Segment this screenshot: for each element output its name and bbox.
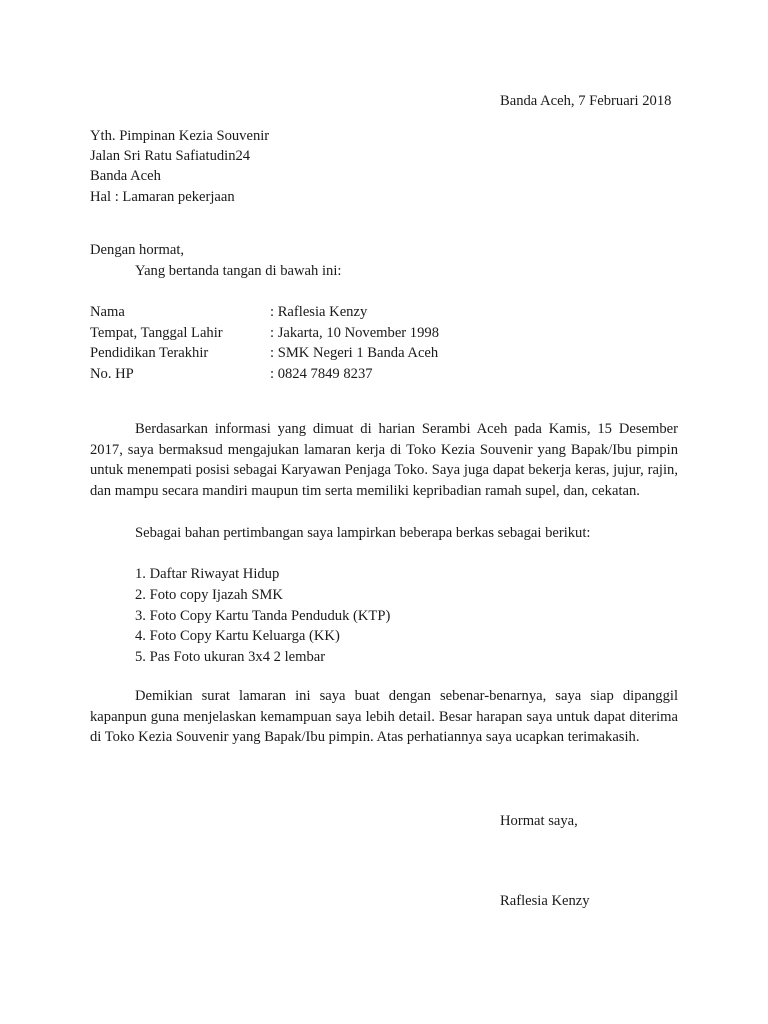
intro-line: Yang bertanda tangan di bawah ini: bbox=[135, 263, 342, 279]
attachments-list bbox=[135, 564, 390, 668]
attachment-item: 4. Foto Copy Kartu Keluarga (KK) bbox=[135, 628, 340, 645]
identity-value-education: : SMK Negeri 1 Banda Aceh bbox=[270, 345, 439, 361]
subject-line: Hal : Lamaran pekerjaan bbox=[90, 189, 235, 205]
identity-label-name: Nama bbox=[90, 304, 125, 320]
body-paragraph: Berdasarkan informasi yang dimuat di harian Serambi Aceh pada Kamis, 15 Desember 2017, saya bermaksud mengajukan lamaran kerja di Toko Kezia Souvenir yang Bapak/Ibu pimpin untuk menempati posisi sebagai Karyawan Penjaga Toko. Saya juga dapat bekerja keras, jujur, rajin, dan mampu secara mandiri maupun tim serta memiliki kepribadian ramah supel, dan, cekatan. bbox=[90, 421, 678, 500]
place-date: Banda Aceh, 7 Februari 2018 bbox=[500, 93, 672, 109]
identity-value-phone: : 0824 7849 8237 bbox=[270, 366, 373, 382]
identity-value-birth: : Jakarta, 10 November 1998 bbox=[270, 325, 439, 341]
recipient-line-1: Yth. Pimpinan Kezia Souvenir bbox=[90, 128, 270, 144]
identity-value-name: : Raflesia Kenzy bbox=[270, 304, 368, 320]
closing-phrase: Hormat saya, bbox=[500, 813, 578, 829]
identity-label-education: Pendidikan Terakhir bbox=[90, 345, 209, 361]
salutation: Dengan hormat, bbox=[90, 242, 185, 258]
attachment-item: 1. Daftar Riwayat Hidup bbox=[135, 566, 280, 582]
attachment-item: 5. Pas Foto ukuran 3x4 2 lembar bbox=[135, 649, 326, 666]
attachment-item: 2. Foto copy Ijazah SMK bbox=[135, 586, 283, 603]
recipient-line-2: Jalan Sri Ratu Safiatudin24 bbox=[90, 148, 251, 164]
attachments-intro: Sebagai bahan pertimbangan saya lampirkan beberapa berkas sebagai berikut: bbox=[135, 525, 591, 541]
identity-label-birth: Tempat, Tanggal Lahir bbox=[90, 325, 223, 341]
signer-name: Raflesia Kenzy bbox=[500, 893, 590, 909]
attachment-item: 3. Foto Copy Kartu Tanda Penduduk (KTP) bbox=[135, 607, 391, 624]
closing-paragraph: Demikian surat lamaran ini saya buat dengan sebenar-benarnya, saya siap dipanggil kapanpun guna menjelaskan kemampuan saya lebih detail. Besar harapan saya untuk dapat diterima di Toko Kezia Souvenir yang Bapak/Ibu pimpin. Atas perhatiannya saya ucapkan terimakasih. bbox=[90, 688, 678, 746]
identity-label-phone: No. HP bbox=[90, 366, 134, 382]
recipient-line-3: Banda Aceh bbox=[90, 168, 161, 184]
